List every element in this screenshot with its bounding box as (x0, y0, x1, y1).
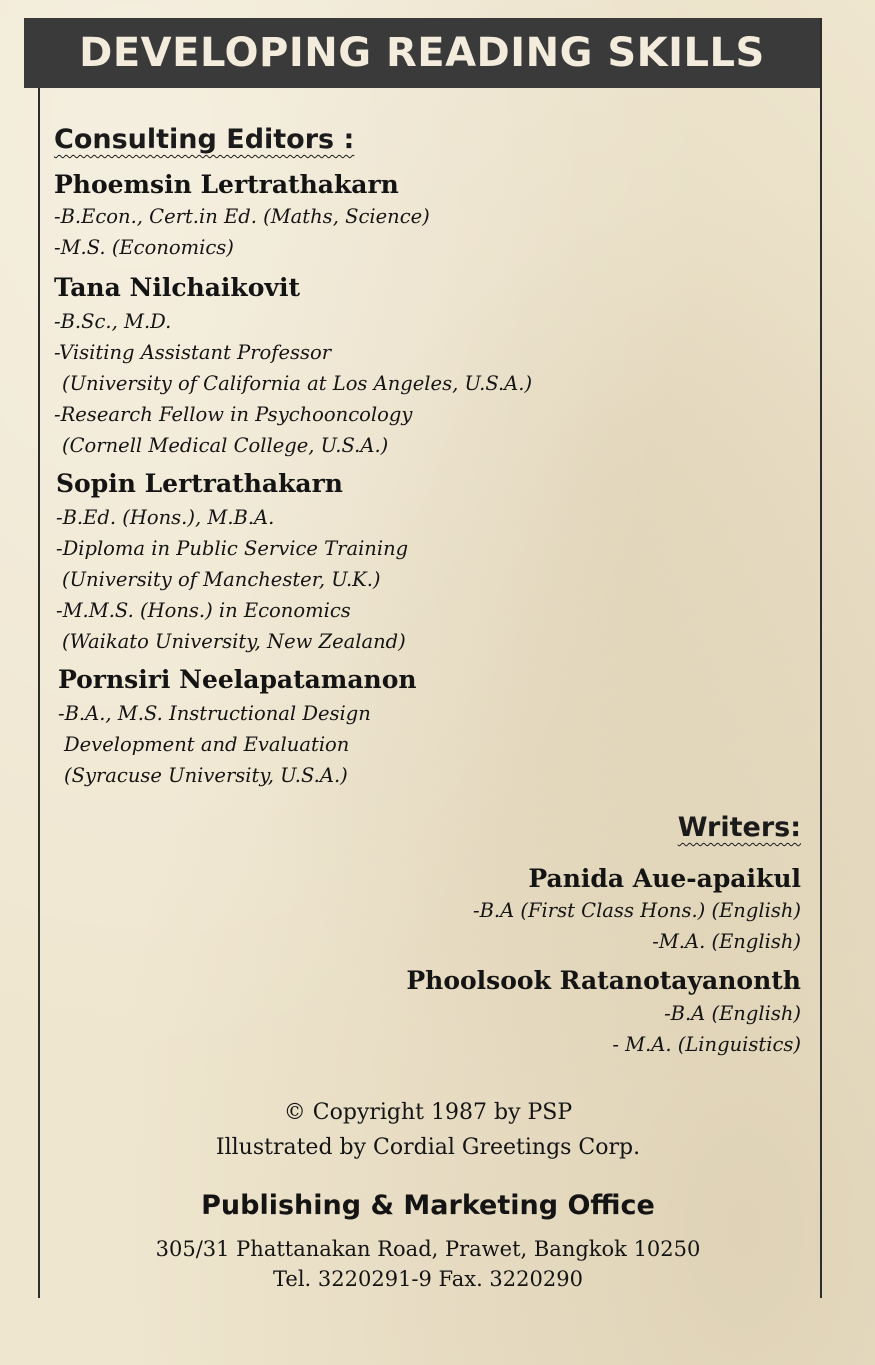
page-title: DEVELOPING READING SKILLS (79, 30, 765, 76)
editor-credential: -B.Ed. (Hons.), M.B.A. (56, 506, 275, 529)
editor-name: Sopin Lertrathakarn (56, 469, 343, 498)
editor-credential: (Waikato University, New Zealand) (62, 630, 406, 653)
editor-name: Phoemsin Lertrathakarn (54, 170, 399, 199)
editor-credential: -Diploma in Public Service Training (56, 537, 409, 560)
writer-name: Panida Aue-apaikul (528, 864, 801, 893)
office-heading: Publishing & Marketing Office (201, 1190, 655, 1221)
writer-credential: - M.A. (Linguistics) (612, 1033, 801, 1056)
editor-name: Pornsiri Neelapatamanon (58, 665, 417, 694)
editor-credential: (University of Manchester, U.K.) (62, 568, 381, 591)
office-address: 305/31 Phattanakan Road, Prawet, Bangkok 10250 (155, 1237, 701, 1261)
editor-credential: (Cornell Medical College, U.S.A.) (62, 434, 389, 457)
consulting-editors-heading: Consulting Editors : (54, 124, 355, 155)
editor-credential: -B.Econ., Cert.in Ed. (Maths, Science) (54, 205, 430, 228)
editor-credential: -Research Fellow in Psychooncology (54, 403, 413, 426)
editor-credential: -B.Sc., M.D. (54, 310, 172, 333)
writer-credential: -B.A (First Class Hons.) (English) (473, 899, 801, 922)
writer-name: Phoolsook Ratanotayanonth (406, 966, 801, 995)
editor-credential: -M.S. (Economics) (54, 236, 234, 259)
editor-credential: Development and Evaluation (64, 733, 350, 756)
editor-credential: -Visiting Assistant Professor (54, 341, 332, 364)
editor-credential: -M.M.S. (Hons.) in Economics (56, 599, 351, 622)
writer-credential: -B.A (English) (664, 1002, 801, 1025)
title-banner (24, 18, 820, 88)
copyright-line: © Copyright 1987 by PSP (283, 1100, 573, 1125)
editor-credential: (Syracuse University, U.S.A.) (64, 764, 348, 787)
writers-heading: Writers: (677, 812, 801, 843)
writer-credential: -M.A. (English) (652, 930, 801, 953)
editor-credential: -B.A., M.S. Instructional Design (58, 702, 371, 725)
office-contact: Tel. 3220291-9 Fax. 3220290 (273, 1267, 583, 1291)
editor-name: Tana Nilchaikovit (54, 273, 300, 302)
editor-credential: (University of California at Los Angeles, U.S.A.) (62, 372, 533, 395)
illustrator-credit: Illustrated by Cordial Greetings Corp. (215, 1135, 641, 1160)
